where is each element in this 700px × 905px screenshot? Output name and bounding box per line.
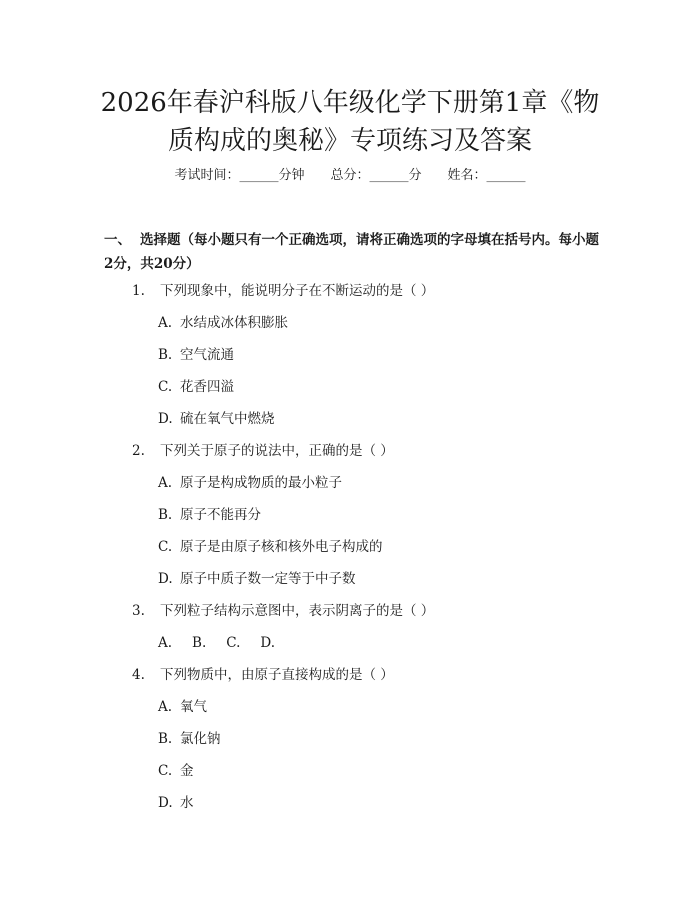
option-1a	[158, 313, 288, 333]
option-letter: C.	[158, 379, 173, 395]
option-letter: C.	[158, 539, 173, 555]
question-number: 4.	[132, 667, 145, 683]
option-4a	[158, 697, 207, 717]
options-3-inline	[158, 633, 295, 653]
question-2	[132, 441, 394, 461]
option-letter: C.	[158, 763, 173, 779]
question-1	[132, 281, 434, 301]
option-letter: A.	[158, 635, 173, 651]
option-letter: B.	[158, 507, 173, 523]
option-text: 原子不能再分	[180, 507, 261, 523]
option-4d	[158, 793, 194, 813]
option-text: 原子是构成物质的最小粒子	[180, 475, 342, 491]
section-heading	[104, 228, 604, 276]
option-letter: B.	[192, 635, 207, 651]
question-text: 下列关于原子的说法中，正确的是（ ）	[160, 443, 394, 459]
option-4b	[158, 729, 221, 749]
question-3	[132, 601, 434, 621]
option-1c	[158, 377, 234, 397]
option-letter: D.	[260, 635, 276, 651]
exam-total-score: 总分：______分	[330, 168, 422, 183]
option-text: 硫在氧气中燃烧	[180, 411, 275, 427]
option-letter: C.	[226, 635, 241, 651]
exam-name-field: 姓名：______	[447, 168, 526, 183]
question-4	[132, 665, 394, 685]
exam-info	[0, 166, 700, 186]
option-letter: B.	[158, 347, 173, 363]
option-letter: A.	[158, 475, 173, 491]
option-1d	[158, 409, 275, 429]
option-text: 原子是由原子核和核外电子构成的	[180, 539, 383, 555]
option-1b	[158, 345, 234, 365]
question-text: 下列粒子结构示意图中，表示阴离子的是（ ）	[160, 603, 435, 619]
option-3a	[158, 633, 178, 653]
question-text: 下列物质中，由原子直接构成的是（ ）	[160, 667, 394, 683]
option-3c	[226, 633, 246, 653]
question-text: 下列现象中，能说明分子在不断运动的是（ ）	[160, 283, 435, 299]
question-number: 1.	[132, 283, 145, 299]
option-2c	[158, 537, 383, 557]
title-line-2: 质构成的奥秘》专项练习及答案	[167, 126, 532, 156]
section-index: 一、	[104, 232, 131, 248]
option-text: 空气流通	[180, 347, 234, 363]
option-2d	[158, 569, 356, 589]
section-instructions: 选择题（每小题只有一个正确选项，请将正确选项的字母填在括号内。每小题2分，共20分）	[104, 232, 599, 272]
option-2b	[158, 505, 261, 525]
option-text: 水	[180, 795, 194, 811]
option-text: 氧气	[180, 699, 207, 715]
option-letter: B.	[158, 731, 173, 747]
option-letter: D.	[158, 411, 173, 427]
option-letter: A.	[158, 315, 173, 331]
title-line-1: 2026年春沪科版八年级化学下册第1章《物	[100, 88, 600, 118]
option-text: 氯化钠	[180, 731, 221, 747]
exam-time: 考试时间：______分钟	[174, 168, 305, 183]
option-text: 水结成冰体积膨胀	[180, 315, 288, 331]
option-text: 金	[180, 763, 194, 779]
option-3d	[260, 633, 281, 653]
option-4c	[158, 761, 194, 781]
option-2a	[158, 473, 342, 493]
question-number: 3.	[132, 603, 145, 619]
option-text: 花香四溢	[180, 379, 234, 395]
option-3b	[192, 633, 212, 653]
option-letter: D.	[158, 571, 173, 587]
option-letter: A.	[158, 699, 173, 715]
option-letter: D.	[158, 795, 173, 811]
option-text: 原子中质子数一定等于中子数	[180, 571, 356, 587]
question-number: 2.	[132, 443, 145, 459]
